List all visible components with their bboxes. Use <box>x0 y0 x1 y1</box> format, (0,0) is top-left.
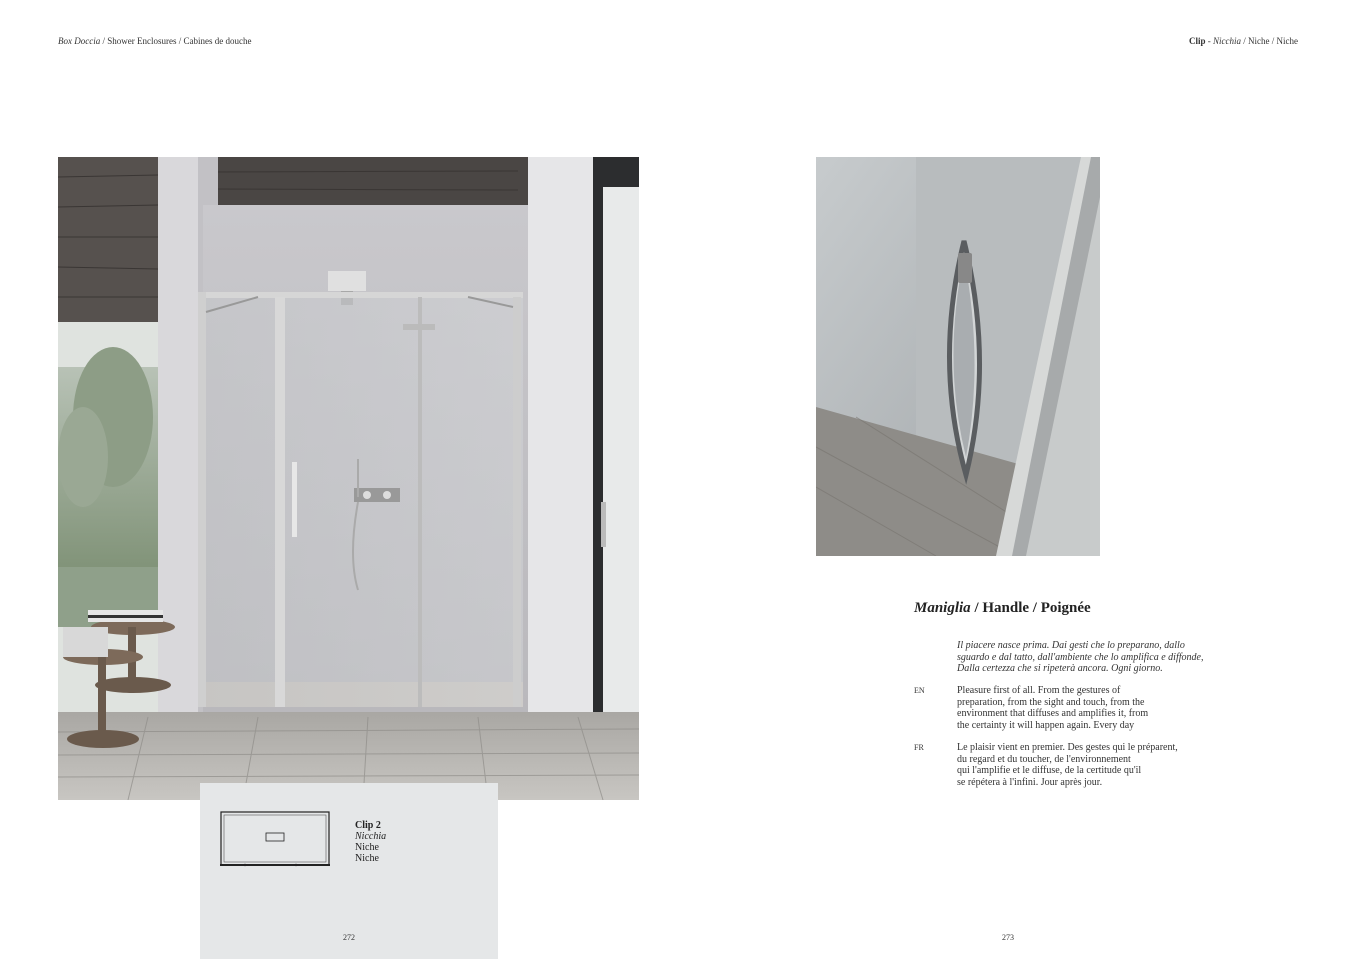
feature-heading-it: Maniglia <box>914 600 971 616</box>
shower-enclosure-photo <box>58 157 639 800</box>
section-title <box>1189 36 1298 46</box>
text-line: du regard et du toucher, de l'environnement <box>957 753 1131 765</box>
handle-detail-photo <box>816 157 1100 556</box>
lang-label-en: EN <box>914 686 925 695</box>
text-line: se répétera à l'infini. Jour après jour. <box>957 776 1103 788</box>
text-line: qui l'amplifie et le diffuse, de la certitude qu'il <box>957 765 1142 776</box>
text-line: Dalla certezza che si ripeterà ancora. Ogni giorno. <box>957 663 1163 674</box>
breadcrumb-fr: Cabines de douche <box>183 36 252 46</box>
caption-title: Clip 2 <box>355 820 381 831</box>
section-dash: - <box>1205 36 1214 46</box>
text-line: Le plaisir vient en premier. Des gestes qui le préparent, <box>957 742 1178 753</box>
caption-fr: Niche <box>355 853 379 864</box>
text-line: sguardo e dal tatto, dall'ambiente che lo amplifica e diffonde, <box>957 651 1204 663</box>
text-line: Pleasure first of all. From the gestures of <box>957 685 1121 696</box>
text-french <box>957 742 1217 788</box>
page-number-right: 273 <box>1002 933 1014 942</box>
breadcrumb-sep: / <box>100 36 108 46</box>
niche-plan-diagram <box>220 811 332 869</box>
breadcrumb <box>58 36 252 46</box>
section-product: Clip <box>1189 36 1206 46</box>
caption-it: Nicchia <box>355 831 387 842</box>
lang-label-fr: FR <box>914 743 924 752</box>
breadcrumb-en: Shower Enclosures <box>107 36 177 46</box>
feature-heading-rest: / Handle / Poignée <box>970 600 1091 616</box>
breadcrumb-sep: / <box>176 36 184 46</box>
section-it: Nicchia <box>1213 36 1242 46</box>
section-rest: / Niche / Niche <box>1241 36 1298 46</box>
page-number-left: 272 <box>343 933 355 942</box>
caption-en: Niche <box>355 842 379 853</box>
text-line: environment that diffuses and amplifies it, from <box>957 708 1149 719</box>
text-line: the certainty it will happen again. Every day <box>957 719 1135 731</box>
breadcrumb-it: Box Doccia <box>58 36 101 46</box>
text-english <box>957 685 1202 731</box>
feature-heading <box>914 600 1091 617</box>
text-line: Il piacere nasce prima. Dai gesti che lo preparano, dallo <box>957 640 1185 651</box>
text-line: preparation, from the sight and touch, from the <box>957 696 1145 708</box>
text-italian <box>957 640 1217 675</box>
product-caption <box>200 783 498 959</box>
